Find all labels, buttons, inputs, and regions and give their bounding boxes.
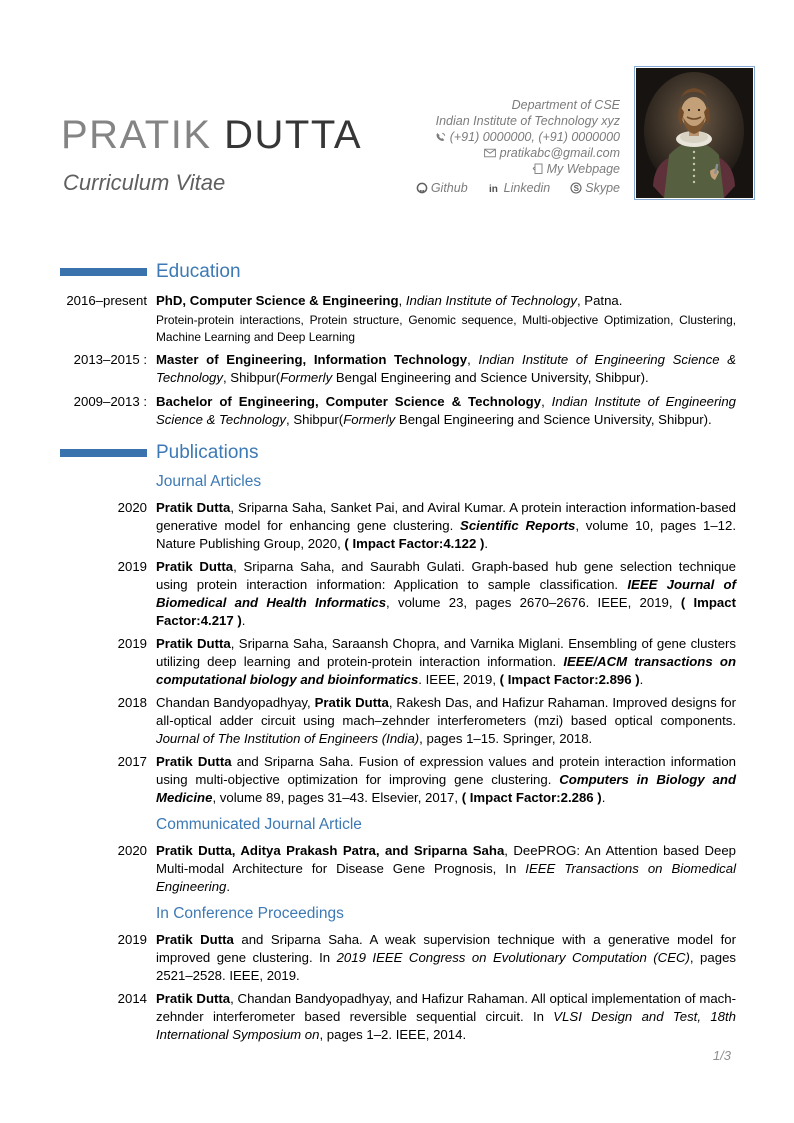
entry-note: Protein-protein interactions, Protein structure, Genomic sequence, Multi-objective Optimization, Clustering, Machine Learning and Deep Learning [156,313,736,344]
text-run: VLSI Design and Test, 18th International Symposium on [156,1009,736,1042]
entry-text [156,842,736,896]
text-run: Computers in Biology and Medicine [156,772,736,805]
entry-date: 2019 [117,932,147,947]
text-run: Indian Institute of Engineering Science & Technology [156,394,736,427]
section-accent-bar [60,268,147,276]
text-run: Pratik Dutta [156,991,231,1006]
subsection-title: Journal Articles [156,473,262,490]
entry-text [156,931,736,985]
cv-entry [60,931,736,985]
contact-webpage[interactable]: My Webpage [416,161,620,177]
text-run: , [541,394,552,409]
text-run: Pratik Dutta, Aditya Prakash Patra, and Sriparna Saha [156,843,505,858]
entry-text [156,393,736,429]
cv-entry [60,842,736,896]
text-run: , Patna. [576,293,623,308]
cv-entry [60,753,736,807]
text-run: Chandan Bandyopadhyay, [156,695,315,710]
entry-text [156,990,736,1044]
text-run: Pratik Dutta [156,754,232,769]
text-run: , Rakesh Das, and Hafizur Rahaman. Improved designs for all-optical adder circuit using mach–zehnder interferometers (mzi) based optical components. [156,695,736,728]
text-run: , Sriparna Saha, and Saurabh Gulati. Graph-based hub gene selection technique using protein interaction information: Application to sample classification. [156,559,736,592]
svg-text:S: S [573,183,580,193]
text-run: Formerly [343,412,396,427]
section-heading [60,442,736,464]
profile-photo [634,66,755,200]
text-run: Journal of The Institution of Engineers (India) [156,731,420,746]
linkedin-icon [488,182,501,194]
section-heading [60,261,736,283]
text-run: and Sriparna Saha. A weak supervision technique with a generative model for improved gene clustering. In [156,932,736,965]
entry-date: 2014 [117,991,147,1006]
entry-text [156,292,736,345]
cv-entry [60,558,736,630]
phone-icon [435,132,446,143]
entry-date: 2020 [117,500,147,515]
text-run: Indian Institute of Engineering Science & Technology [156,352,737,385]
text-run: . [241,613,246,628]
entry-text [156,753,736,807]
text-run: and Sriparna Saha. Fusion of expression values and protein interaction information using multi-objective optimization for improving gene clustering. [156,754,736,787]
section-title: Education [156,261,241,282]
subsection-title: Communicated Journal Article [156,816,362,833]
person-name [61,113,362,157]
text-run: IEEE/ACM transactions on computational biology and bioinformatics [156,654,736,687]
entry-date: 2016–present [66,293,147,308]
svg-text:in: in [488,184,498,194]
cv-entry [60,694,736,748]
social-links [416,180,620,196]
text-run: , volume 23, pages 2670–2676. IEEE, 2019, [386,595,681,610]
contact-phone: (+91) 0000000, (+91) 0000000 [416,129,620,145]
text-run: , Chandan Bandyopadhyay, and Hafizur Rahaman. All optical implementation of mach-zehnder interferometer based reversible sequential circuit. In [156,991,736,1024]
text-run: Scientific Reports [460,518,576,533]
entry-date: 2019 [117,559,147,574]
cv-sections [60,261,736,1049]
text-run: Bengal Engineering and Science University, Shibpur). [395,412,712,427]
entry-text [156,499,736,553]
cv-entry [60,393,736,429]
entry-text [156,635,736,689]
text-run: Pratik Dutta [314,695,389,710]
entry-date: 2017 [117,754,147,769]
text-run: , DeePROG: An Attention based Deep Multi-modal Architecture for Disease Gene Prognosis, In [156,843,736,876]
text-run: , pages 2521–2528. IEEE, 2019. [156,950,736,983]
contact-email[interactable]: pratikabc@gmail.com [416,145,620,161]
cv-entry [60,635,736,689]
first-name: PRATIK [61,113,212,157]
text-run: Formerly [280,370,333,385]
text-run: , pages 1–15. Springer, 2018. [419,731,593,746]
entry-text [156,351,736,387]
section-title: Publications [156,442,259,463]
text-run: , Sriparna Saha, Sanket Pai, and Aviral Kumar. A protein interaction information-based generative model for enhancing gene clustering. [156,500,736,533]
cv-entry [60,351,736,387]
text-run: , Sriparna Saha, Saraansh Chopra, and Varnika Miglani. Ensembling of gene clusters utilizing deep learning and protein-protein interaction information. [156,636,737,669]
skype-icon [570,182,582,194]
entry-date: 2018 [117,695,147,710]
text-run: . IEEE, 2019, [418,672,500,687]
text-run: ( Impact Factor:2.286 ) [461,790,602,805]
text-run: IEEE Transactions on Biomedical Engineering [156,861,736,894]
text-run: , volume 89, pages 31–43. Elsevier, 2017, [212,790,462,805]
text-run: Pratik Dutta [156,559,234,574]
text-run: Master of Engineering, Information Technology [156,352,468,367]
text-run: Indian Institute of Technology [405,293,577,308]
contact-institute: Indian Institute of Technology xyz [435,114,620,128]
skype-link[interactable]: S Skype [570,180,620,196]
text-run: Pratik Dutta [156,932,234,947]
text-run: ( Impact Factor:4.122 ) [344,536,485,551]
text-run: Pratik Dutta [156,636,231,651]
page-number: 1/3 [712,1048,731,1063]
text-run: . [226,879,231,894]
text-run: Bengal Engineering and Science University, Shibpur). [332,370,649,385]
github-link[interactable]: Github [416,180,468,196]
text-run: ( Impact Factor:4.217 ) [156,595,736,628]
cv-entry [60,292,736,345]
entry-date: 2019 [117,636,147,651]
entry-date: 2020 [117,843,147,858]
cv-entry [60,499,736,553]
contact-department: Department of CSE [511,98,620,112]
text-run: ( Impact Factor:2.896 ) [499,672,640,687]
entry-text [156,694,736,748]
entry-date: 2013–2015 : [73,352,147,367]
cv-entry [60,990,736,1044]
email-icon [484,148,496,158]
webpage-icon [532,163,543,175]
text-run: , [398,293,406,308]
github-icon [416,182,428,194]
text-run: IEEE Journal of Biomedical and Health Informatics [156,577,736,610]
text-run: , volume 10, pages 1–12. Nature Publishing Group, 2020, [156,518,736,551]
text-run: . [639,672,644,687]
linkedin-link[interactable]: in Linkedin [488,181,551,195]
text-run: . [601,790,606,805]
text-run: . [484,536,489,551]
text-run: , Shibpur( [222,370,281,385]
portrait-illustration [636,68,753,198]
text-run: , [467,352,479,367]
text-run: Bachelor of Engineering, Computer Science & Technology [156,394,542,409]
entry-date: 2009–2013 : [73,394,147,409]
cv-tagline: Curriculum Vitae [63,170,226,195]
cv-section [60,261,736,429]
contact-block [416,97,620,196]
text-run: Pratik Dutta [156,500,231,515]
cv-section [60,442,736,1044]
last-name: DUTTA [224,113,362,157]
text-run: 2019 IEEE Congress on Evolutionary Computation (CEC) [336,950,690,965]
section-accent-bar [60,449,147,457]
text-run: , Shibpur( [286,412,344,427]
text-run: , pages 1–2. IEEE, 2014. [319,1027,467,1042]
subsection-title: In Conference Proceedings [156,905,344,922]
entry-text [156,558,736,630]
text-run: PhD, Computer Science & Engineering [156,293,399,308]
